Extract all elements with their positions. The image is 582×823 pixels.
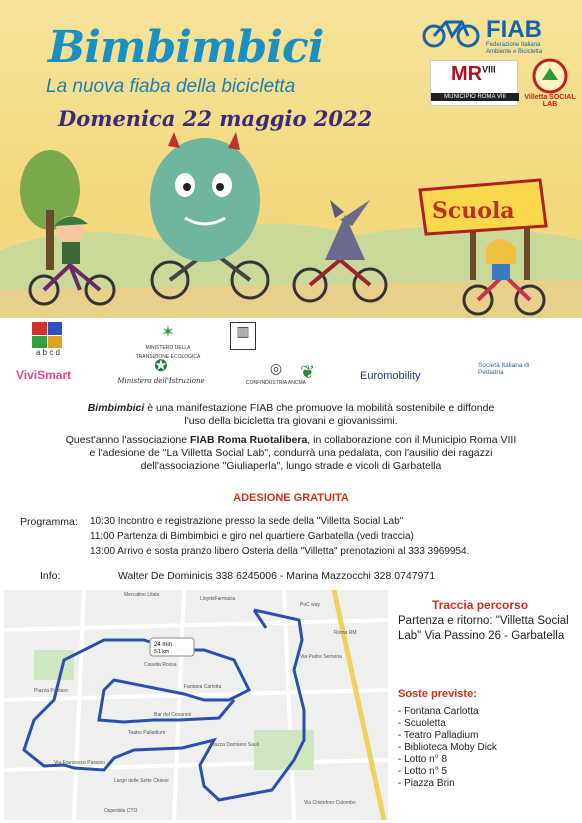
programma-label: Programma:: [20, 516, 78, 528]
intro-line-3c: , in collaborazione con il Municipio Roma VIII: [307, 434, 517, 446]
swirl-icon: ◎: [269, 360, 283, 376]
abcd-logo: [32, 322, 64, 357]
map-label: Via Francesco Passino: [54, 760, 106, 766]
star-icon: ✶: [161, 324, 175, 341]
distance-badge: [150, 638, 194, 656]
list-item: - Scuoletta: [398, 718, 446, 729]
map-label: Fantana Carlotta: [184, 684, 222, 690]
villetta-logo: [524, 58, 576, 108]
municipio-label: MUNICIPIO ROMA VIII: [431, 93, 519, 101]
fiab-sub-line2: Ambiente e Bicicletta: [486, 49, 543, 55]
sponsors-strip: [0, 318, 582, 398]
municipio-mark: [451, 63, 496, 86]
map-label: Piazza Pantaro: [34, 688, 68, 694]
map-label: Largo delle Sette Chiese: [114, 778, 169, 784]
building-icon: ▥: [236, 323, 250, 339]
intro-line-4: e l'adesione de "La Villetta Social Lab", condurrà una pedalata, con l'ausilio dei ragazzi: [89, 447, 493, 459]
partenza-text: Partenza e ritorno: "Villetta Social Lab" Via Passino 26 - Garbatella: [398, 615, 569, 642]
intro-org: FIAB Roma Ruotalibera: [190, 434, 308, 446]
municipio-mr: MR: [451, 63, 483, 85]
list-item: - Fontana Carlotta: [398, 706, 479, 717]
emblem-icon: ✪: [154, 358, 168, 375]
poster-title: Bimbimbici: [48, 22, 324, 73]
list-item: - Piazza Brin: [398, 778, 455, 789]
municipio-roman: VIII: [482, 64, 496, 75]
list-item: - Lotto n° 8: [398, 754, 448, 765]
intro-em: Bimbimbici: [87, 402, 145, 414]
abcd-label: a b c d: [35, 348, 60, 357]
programma-item: 11:00 Partenza di Bimbimbici e giro nel quartiere Garbatella (vedi traccia): [90, 531, 414, 542]
route-map-graphic: [4, 590, 388, 820]
map-label: Teatro Palladium: [128, 730, 166, 736]
map-label: Via Cristoforo Colombo: [304, 800, 356, 806]
confindustria-label: CONFINDUSTRIA ANCMA: [245, 380, 306, 386]
map-label: Mercatino Litala: [124, 592, 160, 598]
fiab-logo: [422, 14, 572, 58]
illustration-scene: [0, 130, 582, 320]
soste-title: Soste previste:: [398, 688, 477, 700]
list-item: - Lotto n° 5: [398, 766, 448, 777]
intro-line-1: [0, 402, 582, 415]
building-logo: [230, 322, 256, 350]
poster-hero: [0, 0, 582, 398]
fiab-sub-line1: Federazione Italiana: [486, 42, 541, 48]
ministero-transizione-logo: [130, 322, 206, 360]
map-label: PoC way: [300, 602, 321, 608]
ministero-transizione-label: MINISTERO DELLA TRANSIZIONE ECOLOGICA: [135, 345, 201, 360]
distance-time: 24 min: [154, 642, 173, 648]
ministero-istruzione-label: Ministero dell'Istruzione: [117, 377, 205, 385]
intro-line-5: dell'associazione "Giuliaperla", lungo strade e vicoli di Garbatella: [140, 460, 442, 472]
soste-list: [398, 706, 497, 790]
list-item: - Teatro Palladium: [398, 730, 479, 741]
municipio-logo: [430, 60, 518, 106]
vivismart-logo: ViviSmart: [16, 368, 72, 382]
pediatria-logo: Società Italiana di Pediatria: [478, 362, 530, 376]
programma-item: 13:00 Arrivo e sosta pranzo libero Osteria della "Villetta" prenotazioni al 333 3969954.: [90, 546, 470, 557]
school-sign-label: Scuola: [432, 198, 515, 224]
traccia-title: Traccia percorso: [432, 598, 529, 612]
map-label: Caseita Rossa: [144, 662, 177, 668]
leaf-icon: ❦: [300, 362, 316, 382]
route-map: [4, 590, 388, 820]
intro-line-2: l'uso della bicicletta tra giovani e giovanissimi.: [184, 415, 398, 427]
villetta-label: Villetta SOCIAL LAB: [524, 94, 576, 108]
info-contacts: Walter De Dominicis 338 6245006 - Marina Mazzocchi 328 0747971: [118, 570, 436, 582]
programma-item: 10:30 Incontro e registrazione presso la sede della "Villetta Social Lab": [90, 516, 404, 527]
map-label: Bar del Cesaroni: [154, 712, 192, 718]
poster-subtitle: La nuova fiaba della bicicletta: [46, 76, 296, 97]
euromobility-logo: Euromobility: [360, 370, 421, 382]
bicycle-icon: [422, 14, 482, 48]
map-label: Roma RM: [334, 630, 357, 636]
intro-line-3: [0, 434, 582, 447]
ministero-istruzione-logo: [106, 356, 216, 385]
intro-text: [0, 402, 582, 473]
event-date: Domenica 22 maggio 2022: [58, 106, 373, 131]
map-label: Via Padre Semeria: [300, 654, 342, 660]
info-label: Info:: [40, 570, 61, 582]
fiab-wordmark: FIAB: [486, 16, 542, 43]
fiab-subtitle: [486, 42, 542, 56]
map-label: Ospedale CTO: [104, 808, 138, 814]
map-label: LloydsFarmacia: [200, 596, 236, 602]
list-item: - Biblioteca Moby Dick: [398, 742, 497, 753]
adesione-gratuita: ADESIONE GRATUITA: [233, 492, 349, 504]
intro-line-3a: Quest'anno l'associazione: [65, 434, 191, 446]
villetta-emblem-icon: [524, 58, 576, 94]
distance-km: 5,1 km: [154, 649, 170, 655]
map-label: Piazza Damiano Sauli: [210, 742, 259, 748]
intro-line-1-text: è una manifestazione FIAB che promuove la mobilità sostenibile e diffonde: [144, 402, 495, 414]
